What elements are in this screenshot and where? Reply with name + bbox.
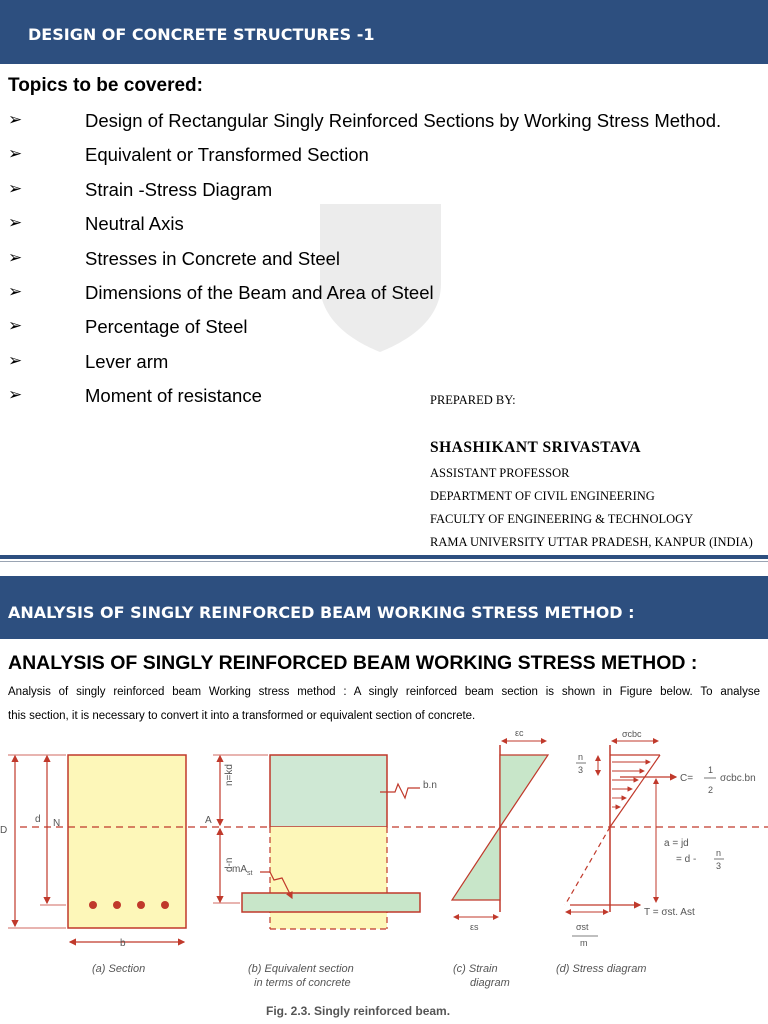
panel-section xyxy=(8,755,186,942)
topic-text: Percentage of Steel xyxy=(85,316,248,338)
label-bn: b.n xyxy=(423,780,437,791)
label-dn: d-n xyxy=(224,857,235,872)
caption-strain-line2: diagram xyxy=(470,977,510,989)
bullet-arrow-icon: ➢ xyxy=(8,385,23,405)
panel-equivalent-section xyxy=(213,755,420,929)
caption-equivalent-line2: in terms of concrete xyxy=(254,977,351,989)
bullet-arrow-icon: ➢ xyxy=(8,110,23,129)
figure-caption: Fig. 2.3. Singly reinforced beam. xyxy=(266,1004,451,1018)
label-b: b xyxy=(120,938,126,949)
author-department: DEPARTMENT OF CIVIL ENGINEERING xyxy=(430,489,655,503)
topic-text: Design of Rectangular Singly Reinforced Sections by Working Stress Method. xyxy=(85,110,722,131)
section-body-line: this section, it is necessary to convert it into a transformed or equivalent section of concrete. xyxy=(8,710,476,722)
author-designation: ASSISTANT PROFESSOR xyxy=(430,466,570,480)
slide-separator-thin xyxy=(0,561,768,562)
label-sigma-cbc: σcbc xyxy=(622,729,642,739)
label-n-third-den-2: 3 xyxy=(716,861,722,871)
label-n-third-num-2: n xyxy=(716,848,722,858)
caption-equivalent-line1: (b) Equivalent section xyxy=(248,963,354,975)
bullet-arrow-icon: ➢ xyxy=(8,178,23,198)
label-n-third-den: 3 xyxy=(578,765,584,775)
topics-heading: Topics to be covered: xyxy=(8,75,203,96)
label-d: d xyxy=(35,814,41,825)
caption-section: (a) Section xyxy=(92,963,146,975)
label-lever-arm: a = jd xyxy=(664,838,689,849)
bullet-arrow-icon: ➢ xyxy=(8,350,23,370)
label-T: T = σst. Ast xyxy=(644,907,695,918)
label-D: D xyxy=(0,825,8,836)
label-epsilon-c: εc xyxy=(515,728,524,738)
slide-banner: DESIGN OF CONCRETE STRUCTURES -1 xyxy=(0,0,768,64)
bullet-arrow-icon: ➢ xyxy=(8,247,23,267)
watermark-shield-icon xyxy=(320,204,441,354)
slide-separator xyxy=(0,555,768,559)
topic-text: Strain -Stress Diagram xyxy=(85,178,273,200)
section-title: ANALYSIS OF SINGLY REINFORCED BEAM WORKING STRESS METHOD : xyxy=(8,652,698,674)
topic-text: Stresses in Concrete and Steel xyxy=(85,247,341,269)
bullet-arrow-icon: ➢ xyxy=(8,144,23,164)
author-name: SHASHIKANT SRIVASTAVA xyxy=(430,439,642,456)
label-epsilon-s: εs xyxy=(470,922,479,932)
bullet-arrow-icon: ➢ xyxy=(8,213,23,233)
bullet-arrow-icon: ➢ xyxy=(8,316,23,336)
caption-strain-line1: (c) Strain xyxy=(453,963,498,975)
label-sigma-st-num: σst xyxy=(576,922,589,932)
caption-stress: (d) Stress diagram xyxy=(556,963,647,975)
topic-text: Moment of resistance xyxy=(85,385,262,407)
topic-text: Lever arm xyxy=(85,350,169,372)
label-lever-arm-2: = d - xyxy=(676,854,697,865)
bullet-arrow-icon: ➢ xyxy=(8,281,23,301)
label-half-den: 2 xyxy=(708,785,714,795)
prepared-by-label: PREPARED BY: xyxy=(430,393,516,407)
label-nkd: n=kd xyxy=(224,764,235,786)
label-half-num: 1 xyxy=(708,765,714,775)
author-faculty: FACULTY OF ENGINEERING & TECHNOLOGY xyxy=(430,512,694,526)
singly-reinforced-beam-figure xyxy=(0,725,768,1024)
label-A: A xyxy=(205,815,212,826)
author-university: RAMA UNIVERSITY UTTAR PRADESH, KANPUR (INDIA) xyxy=(430,535,753,549)
topic-text: Dimensions of the Beam and Area of Steel xyxy=(85,281,434,303)
topic-text: Equivalent or Transformed Section xyxy=(85,144,369,166)
section-body-line: Analysis of singly reinforced beam Working stress method : A singly reinforced beam section is shown in Figure below. To analyse xyxy=(8,686,760,698)
label-C-tail: σcbc.bn xyxy=(720,773,756,784)
label-sigma-st-den: m xyxy=(580,938,588,948)
label-mAst: $mA_{st}$ xyxy=(232,864,253,877)
label-C: C= xyxy=(680,773,694,784)
label-n-third-num: n xyxy=(578,752,584,762)
panel-strain-diagram xyxy=(452,741,548,917)
label-N: N xyxy=(53,818,61,829)
slide-banner: ANALYSIS OF SINGLY REINFORCED BEAM WORKING STRESS METHOD : xyxy=(0,576,768,639)
topic-text: Neutral Axis xyxy=(85,213,184,235)
